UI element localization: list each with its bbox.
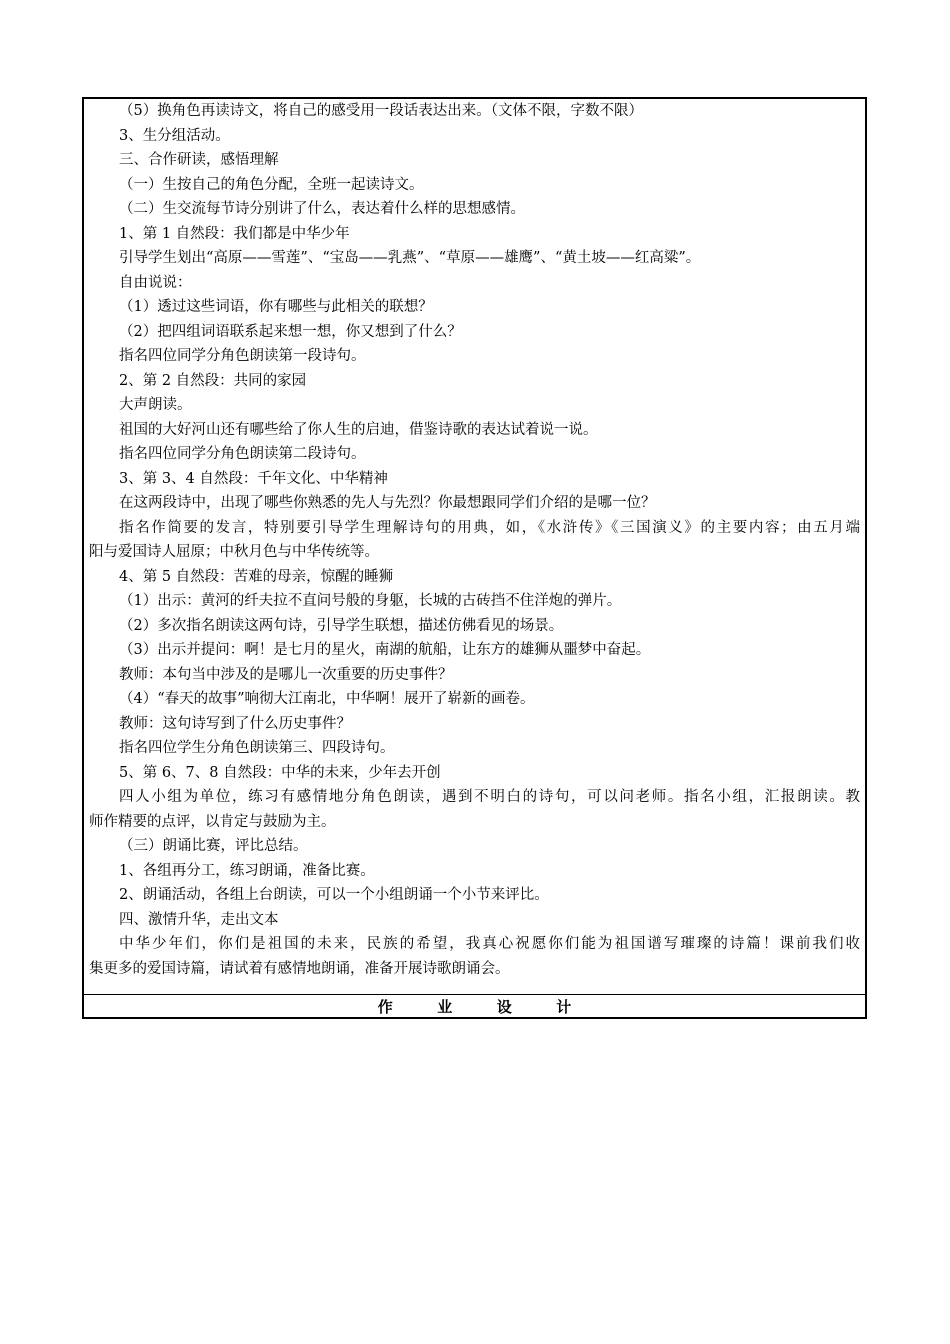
header-char: 设 bbox=[496, 998, 512, 1016]
lesson-content-cell bbox=[84, 99, 865, 994]
text-line: （2）多次指名朗读这两句诗，引导学生联想，描述仿佛看见的场景。 bbox=[119, 617, 564, 634]
text-line: 3、生分组活动。 bbox=[119, 127, 230, 144]
text-line: 集更多的爱国诗篇，请试着有感情地朗诵，准备开展诗歌朗诵会。 bbox=[89, 960, 510, 977]
text-line: 3、第 3、4 自然段：千年文化、中华精神 bbox=[119, 470, 388, 487]
text-line: 指名四位学生分角色朗读第三、四段诗句。 bbox=[119, 740, 395, 756]
header-char: 业 bbox=[437, 998, 453, 1016]
text-line: （一）生按自己的角色分配，全班一起读诗文。 bbox=[119, 176, 424, 193]
text-line: 2、朗诵活动，各组上台朗读，可以一个小组朗诵一个小节来评比。 bbox=[119, 887, 549, 903]
text-line: 引导学生划出“高原——雪莲”、“宝岛——乳燕”、“草原——雄鹰”、“黄土坡——红高粱”。 bbox=[119, 250, 701, 266]
text-line: 指名四位同学分角色朗读第二段诗句。 bbox=[119, 446, 366, 462]
text-line: 师作精要的点评，以肯定与鼓励为主。 bbox=[89, 813, 336, 830]
text-line: 2、第 2 自然段：共同的家园 bbox=[119, 372, 307, 389]
text-line: 四、激情升华，走出文本 bbox=[119, 911, 279, 928]
lesson-plan-table bbox=[82, 97, 867, 1019]
text-line: 在这两段诗中，出现了哪些你熟悉的先人与先烈？你最想跟同学们介绍的是哪一位？ bbox=[119, 495, 656, 511]
text-line: 四人小组为单位，练习有感情地分角色朗读，遇到不明白的诗句，可以问老师。指名小组，汇报朗读。教 bbox=[119, 789, 860, 805]
text-line: 教师：本句当中涉及的是哪儿一次重要的历史事件？ bbox=[119, 666, 453, 683]
text-line: 指名四位同学分角色朗读第一段诗句。 bbox=[119, 348, 366, 364]
text-line: 大声朗读。 bbox=[119, 397, 192, 413]
row-divider bbox=[84, 994, 865, 995]
text-line: 指名作简要的发言，特别要引导学生理解诗句的用典，如，《水浒传》《三国演义》的主要内容；由五月端 bbox=[119, 519, 860, 536]
text-line: 1、第 1 自然段：我们都是中华少年 bbox=[119, 225, 350, 242]
text-line: （三）朗诵比赛，评比总结。 bbox=[119, 838, 308, 854]
text-line: 自由说说： bbox=[119, 274, 192, 291]
text-line: （5）换角色再读诗文，将自己的感受用一段话表达出来。（文体不限，字数不限） bbox=[119, 103, 643, 119]
text-line: 5、第 6、7、8 自然段：中华的未来，少年去开创 bbox=[119, 764, 441, 781]
text-line: （二）生交流每节诗分别讲了什么，表达着什么样的思想感情。 bbox=[119, 201, 525, 217]
text-line: 阳与爱国诗人屈原；中秋月色与中华传统等。 bbox=[89, 544, 379, 560]
header-char: 作 bbox=[377, 998, 393, 1016]
text-line: （3）出示并提问：啊！是七月的星火，南湖的航船，让东方的雄狮从噩梦中奋起。 bbox=[119, 642, 651, 658]
text-line: 三、合作研读，感悟理解 bbox=[119, 152, 279, 168]
text-line: （1）透过这些词语，你有哪些与此相关的联想？ bbox=[119, 299, 433, 315]
header-char: 计 bbox=[556, 998, 572, 1016]
homework-design-header bbox=[84, 996, 865, 1018]
text-line: （2）把四组词语联系起来想一想，你又想到了什么？ bbox=[119, 323, 462, 340]
text-line: （4）“春天的故事”响彻大江南北，中华啊！展开了崭新的画卷。 bbox=[119, 691, 535, 707]
text-line: 1、各组再分工，练习朗诵，准备比赛。 bbox=[119, 862, 375, 879]
text-line: 中华少年们，你们是祖国的未来，民族的希望，我真心祝愿你们能为祖国谱写璀璨的诗篇！课前我们收 bbox=[119, 936, 860, 952]
text-line: 祖国的大好河山还有哪些给了你人生的启迪，借鉴诗歌的表达试着说一说。 bbox=[119, 421, 598, 438]
text-line: （1）出示：黄河的纤夫拉不直问号般的身躯，长城的古砖挡不住洋炮的弹片。 bbox=[119, 593, 622, 609]
text-line: 4、第 5 自然段：苦难的母亲，惊醒的睡狮 bbox=[119, 568, 394, 585]
text-line: 教师：这句诗写到了什么历史事件？ bbox=[119, 715, 351, 732]
